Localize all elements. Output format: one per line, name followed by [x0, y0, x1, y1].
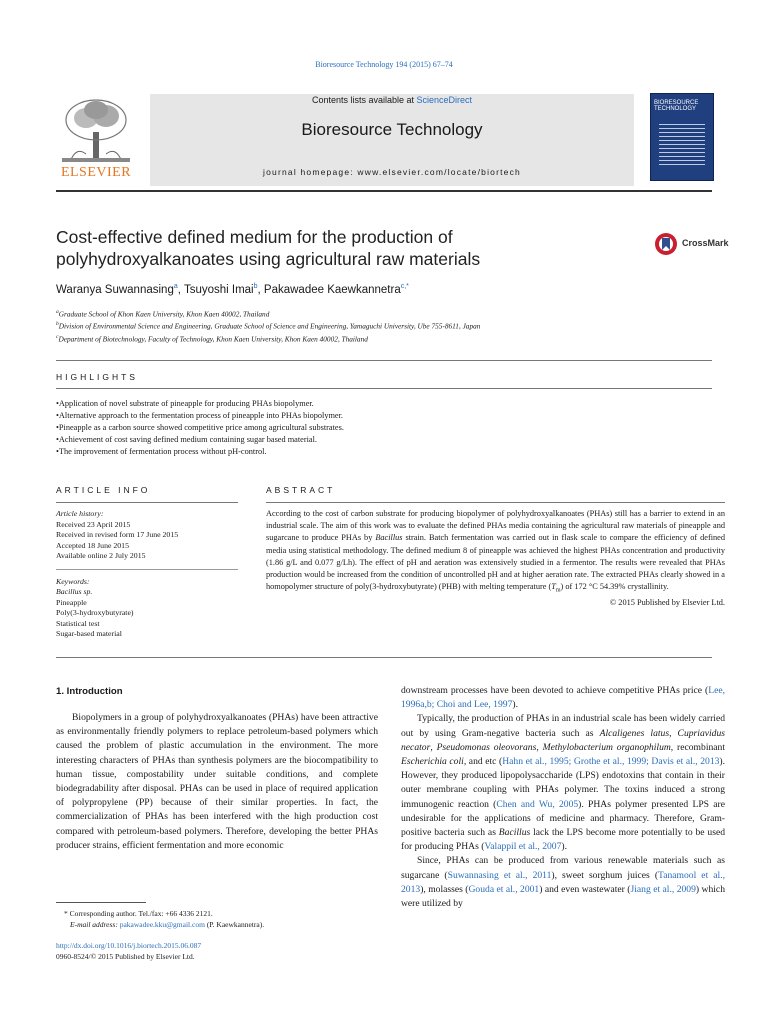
highlight-item: • Achievement of cost saving defined medium containing sugar based material. — [56, 434, 712, 446]
affiliation: $^c$Department of Biotechnology, Faculty of Technology, Khon Kaen University, Khon Kaen 40002, Thailand — [56, 333, 368, 344]
history-entry: Received in revised form 17 June 2015 — [56, 530, 179, 539]
highlight-item: • Pineapple as a carbon source showed competitive price among agricultural substrates. — [56, 422, 712, 434]
right-column-text: downstream processes have been devoted to achieve competitive PHAs price (Lee, 1996a,b; Choi and Lee, 1997). Typically, the production of PHAs in an industrial scale has been widely carried out by using Gram-negative bacteria such as Alcaligenes latus, Cupriavidus necator, Pseudomonas oleovorans, Methylobacterium organophilum, recombinant Escherichia coli, and etc (Hahn et al., 1995; Grothe et al., 1999; Davis et al., 2013). However, they produced lipopolysaccharide (LPS) endotoxins that contain in their outer membrane coupling with PHAs polymer. The toxins induced a strong immunogenic reaction (Chen and Wu, 2005). PHAs polymer presented LPS are undesirable for the applications of medicine and pharmacy. Therefore, Gram-positive bacteria such as Bacillus lack the LPS become more potentially to be used for producing PHAs (Valappil et al., 2007). Since, PHAs can be produced from various renewable materials such as sugarcane (Suwannasing et al., 2011), sweet sorghum juices (Tanamool et al., 2013), molasses (Gouda et al., 2001) and even wastewater (Jiang et al., 2009) which were utilized by — [401, 685, 726, 910]
crossmark-icon — [654, 232, 678, 256]
intro-paragraph: Biopolymers in a group of polyhydroxyalkanoates (PHAs) have been attractive as environmentally friendly polymers to replace petroleum-based polymers which caused the problem of plastic accumulation in the environment. The more interesting characters of PHAs than synthesis polymers are the biocompatibility to human tissue, compostability under suitable conditions, and complete biodegradability after disposal. PHAs can be used in place of required application of polypropylene (PP) because of their similar properties. In fact, the commercialization of PHAs has been interfered with the high production cost compared with petroleum-based polymers. Therefore, developing the better PHAs producer strains, efficient fermentation and more economic — [56, 712, 378, 851]
history-entry: Received 23 April 2015 — [56, 519, 131, 529]
sciencedirect-link[interactable]: ScienceDirect — [416, 95, 473, 105]
contents-prefix: Contents lists available at — [311, 95, 417, 105]
reference-link[interactable]: Tanamool et al., 2013 — [401, 869, 726, 895]
history-entry: Accepted 18 June 2015 — [56, 540, 129, 550]
highlights-list — [56, 398, 712, 458]
header-rule — [56, 190, 712, 192]
affiliations — [56, 307, 696, 344]
abstract-copyright: © 2015 Published by Elsevier Ltd. — [609, 598, 725, 608]
keyword: Poly(3-hydroxybutyrate) — [56, 608, 134, 617]
article-title: Cost-effective defined medium for the production of polyhydroxyalkanoates using agricultural raw materials — [56, 227, 481, 269]
keyword: Bacillus sp. — [56, 587, 93, 596]
author-affil-marker[interactable]: b — [253, 283, 258, 290]
author-affil-marker[interactable]: a — [173, 283, 178, 290]
journal-homepage[interactable]: journal homepage: www.elsevier.com/locate/biortech — [263, 167, 521, 177]
footer-meta — [56, 941, 376, 962]
keyword: Pineapple — [56, 597, 87, 607]
divider — [56, 569, 238, 570]
author-name[interactable]: Pakawadee Kaewkannetra — [263, 283, 401, 296]
email-line: E-mail address: pakawadee.kku@gmail.com (P. Kaewkannetra). — [70, 920, 265, 929]
corresponding-author: * Corresponding author. Tel./fax: +66 4336 2121. — [64, 909, 213, 918]
doi-link[interactable]: http://dx.doi.org/10.1016/j.biortech.2015.06.087 — [56, 941, 202, 950]
affiliation: $^a$Graduate School of Khon Kaen University, Khon Kaen 40002, Thailand — [56, 309, 270, 319]
article-info-heading: ARTICLE INFO — [56, 485, 151, 495]
divider — [266, 502, 725, 503]
reference-link[interactable]: Suwannasing et al., 2011 — [447, 869, 552, 881]
abstract-text: According to the cost of carbon substrate for producing biopolymer of polyhydroxyalkanoates (PHAs) still has a barrier to extend in an industrial scale. The aim of this work was to evaluate the defined PHAs media containing the agricultural raw materials of pineapple and sugarcane to produce PHAs by Bacillus strain. Batch fermentation was carried out in flask scale to compare the efficiency of defined media using statistical methodology. The defined medium 8 of pineapple was achieved the highest PHAs concentration and productivity (1.86 g/L and 0.077 g/Lh). The effect of pH and aeration was extensively studied in a fermentor. The results were revealed that PHAs production would be increased from the condition of uncontrolled pH and at higher aeration rate. The extracted PHAs clearly showed in a homopolymer structure of poly(3-hydroxybutyrate) (PHB) with melting temperature $(T_m)$ of 172 °C 54.39% crystallinity. © 2015 Published by Elsevier Ltd. — [266, 508, 725, 609]
highlight-item: • Alternative approach to the fermentation process of pineapple into PHAs biopolymer. — [56, 410, 712, 422]
cover-title: BIORESOURCE TECHNOLOGY — [654, 100, 699, 113]
reference-link[interactable]: Gouda et al., 2001 — [468, 883, 540, 895]
affiliation: $^b$Division of Environmental Science and Engineering, Graduate School of Science and Engineering, Yamaguchi University, Ube 755-8611, Japan — [56, 321, 481, 331]
contents-line — [150, 95, 634, 105]
reference-link[interactable]: Lee, 1996a,b; Choi and Lee, 1997 — [401, 685, 725, 711]
reference-link[interactable]: Hahn et al., 1995; Grothe et al., 1999; Davis et al., 2013 — [502, 756, 720, 768]
history-entry: Available online 2 July 2015 — [56, 551, 146, 560]
reference-link[interactable]: Jiang et al., 2009 — [630, 883, 696, 895]
journal-cover-image — [650, 93, 714, 181]
author-name[interactable]: Tsuyoshi Imai — [183, 283, 254, 296]
keyword: Sugar-based material — [56, 629, 122, 638]
divider — [56, 657, 712, 658]
author-name[interactable]: Waranya Suwannasing — [56, 283, 174, 296]
keywords-label: Keywords: — [56, 576, 90, 586]
highlights-heading: HIGHLIGHTS — [56, 372, 138, 382]
keyword: Statistical test — [56, 618, 100, 628]
highlight-item: • Application of novel substrate of pineapple for producing PHAs biopolymer. — [56, 398, 712, 410]
divider — [56, 502, 238, 503]
abstract-heading: ABSTRACT — [266, 485, 336, 495]
reference-link[interactable]: Chen and Wu, 2005 — [496, 798, 579, 810]
author-affil-marker[interactable]: c,* — [400, 283, 409, 290]
elsevier-wordmark: ELSEVIER — [60, 165, 132, 180]
crossmark-label: CrossMark — [682, 238, 729, 248]
history-label: Article history: — [56, 509, 104, 518]
journal-citation[interactable]: Bioresource Technology 194 (2015) 67–74 — [315, 60, 453, 69]
footnote-rule — [56, 902, 146, 903]
reference-link[interactable]: Valappil et al., 2007 — [484, 841, 562, 853]
journal-title: Bioresource Technology — [301, 120, 483, 139]
corresponding-author-note — [56, 908, 376, 930]
introduction-heading: 1. Introduction — [56, 686, 123, 697]
author-list: Waranya Suwannasing$^a$, Tsuyoshi Imai$^b$, Pakawadee Kaewkannetra$^{c,*}$ — [56, 283, 409, 296]
highlight-item: • The improvement of fermentation process without pH-control. — [56, 446, 712, 458]
divider — [56, 360, 712, 361]
divider — [56, 388, 712, 389]
crossmark-badge[interactable] — [654, 232, 729, 256]
email-link[interactable]: pakawadee.kku@gmail.com — [119, 920, 205, 929]
article-info — [56, 509, 238, 640]
issn-line: 0960-8524/© 2015 Published by Elsevier Ltd. — [56, 951, 195, 961]
cover-decoration — [659, 124, 705, 166]
